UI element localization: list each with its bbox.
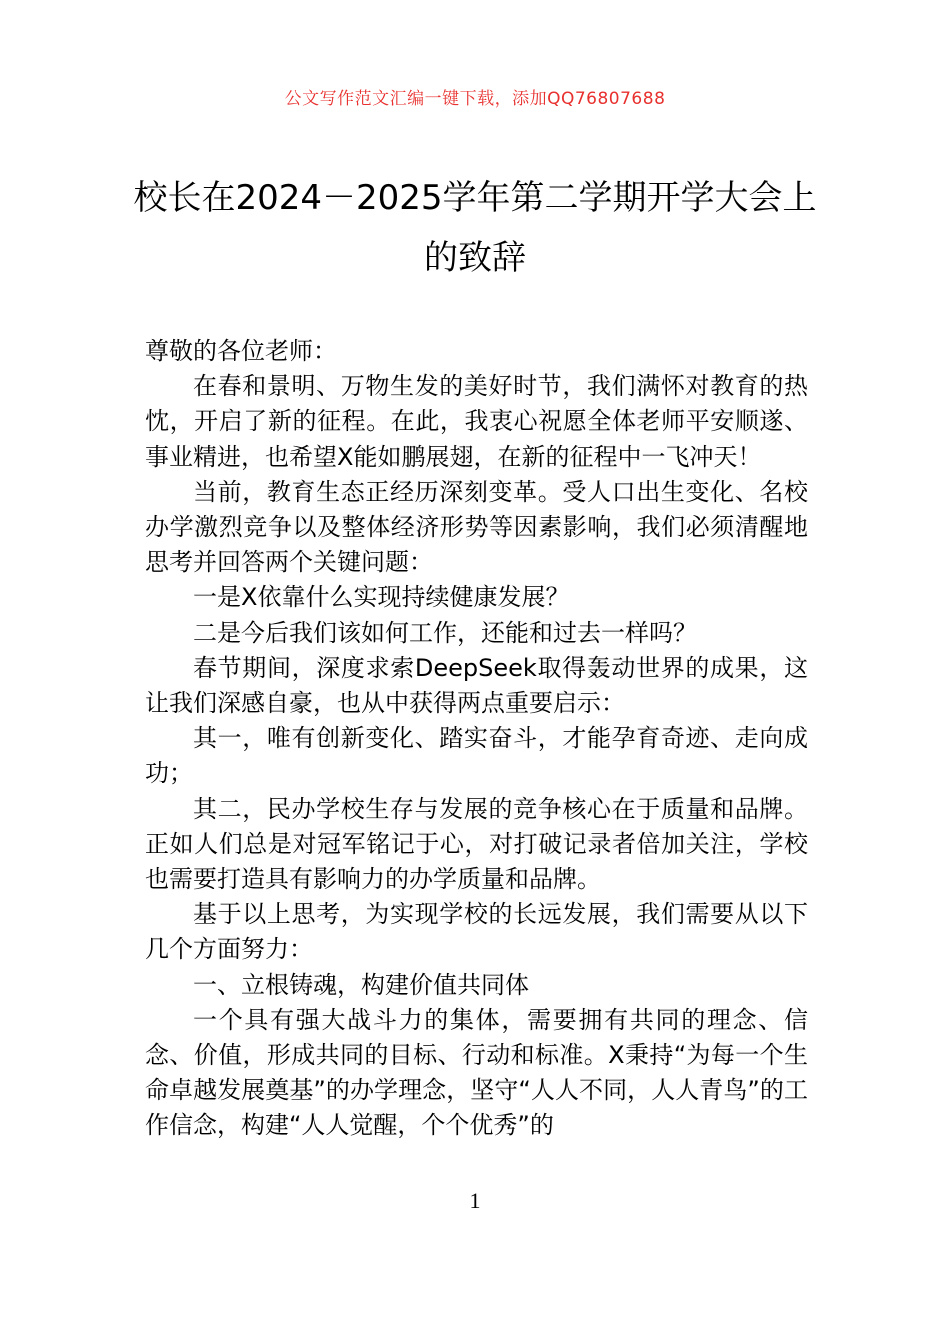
salutation: 尊敬的各位老师： bbox=[145, 337, 337, 365]
document-title: 校长在2024－2025学年第二学期开学大会上的致辞 bbox=[133, 178, 817, 278]
paragraph: 当前，教育生态正经历深刻变革。受人口出生变化、名校办学激烈竞争以及整体经济形势等因素影响，我们必须清醒地思考并回答两个关键问题： bbox=[145, 477, 808, 577]
document-body bbox=[145, 334, 808, 1144]
paragraph: 春节期间，深度求索DeepSeek取得轰动世界的成果，这让我们深感自豪，也从中获得两点重要启示： bbox=[145, 653, 808, 718]
page-number: 1 bbox=[469, 1188, 481, 1213]
header-note: 公文写作范文汇编一键下载，添加QQ76807688 bbox=[284, 89, 666, 109]
paragraph: 基于以上思考，为实现学校的长远发展，我们需要从以下几个方面努力： bbox=[145, 900, 808, 964]
section-heading: 一、立根铸魂，构建价值共同体 bbox=[193, 970, 529, 999]
paragraph: 一是X依靠什么实现持续健康发展？ bbox=[193, 583, 570, 612]
paragraph: 在春和景明、万物生发的美好时节，我们满怀对教育的热忱，开启了新的征程。在此，我衷心祝愿全体老师平安顺遂、事业精进，也希望X能如鹏展翅，在新的征程中一飞冲天！ bbox=[145, 372, 808, 471]
paragraph: 其二，民办学校生存与发展的竞争核心在于质量和品牌。正如人们总是对冠军铭记于心，对打破记录者倍加关注，学校也需要打造具有影响力的办学质量和品牌。 bbox=[145, 794, 808, 894]
paragraph: 其一，唯有创新变化、踏实奋斗，才能孕育奇迹、走向成功； bbox=[145, 724, 808, 788]
paragraph: 二是今后我们该如何工作，还能和过去一样吗？ bbox=[193, 618, 697, 647]
paragraph: 一个具有强大战斗力的集体，需要拥有共同的理念、信念、价值，形成共同的目标、行动和标准。X秉持“为每一个生命卓越发展奠基”的办学理念，坚守“人人不同，人人青鸟”的工作信念，构建“人人觉醒，个个优秀”的 bbox=[145, 1005, 808, 1140]
